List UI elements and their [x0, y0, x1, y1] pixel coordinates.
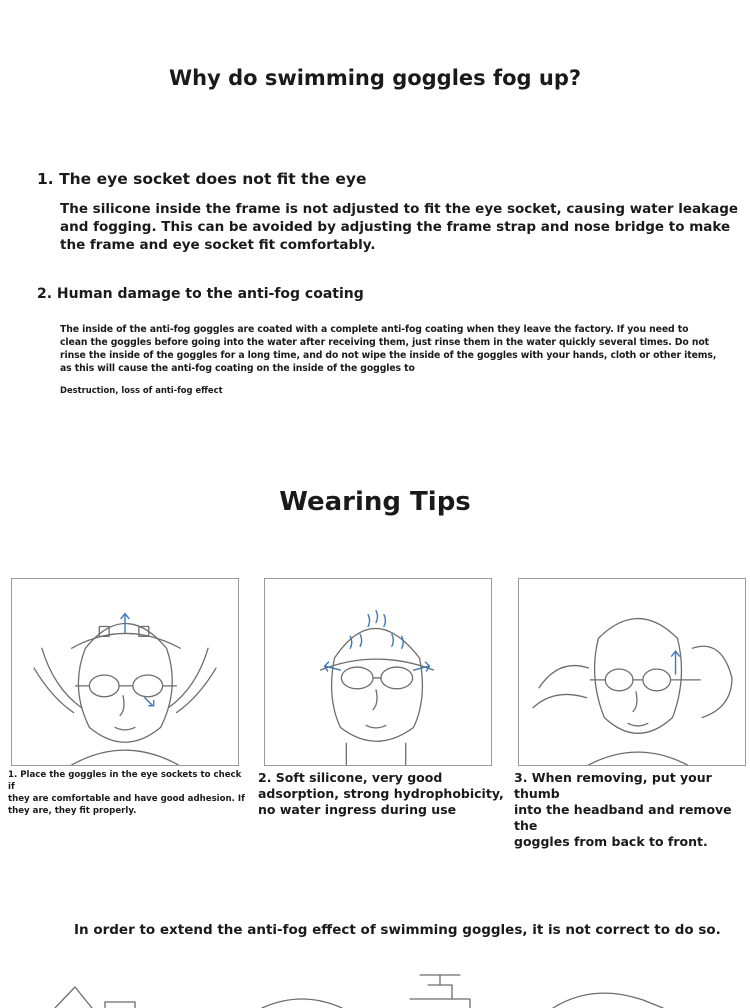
tip2-illustration [264, 578, 492, 766]
cloth-icon [55, 987, 92, 1008]
tip1-caption [8, 769, 248, 817]
tip2-caption-line: 2. Soft silicone, very good [258, 770, 443, 785]
do-not-icons [0, 965, 750, 1008]
section2-title: 2. Human damage to the anti-fog coating [37, 286, 364, 302]
section1-line: The silicone inside the frame is not adjusted to fit the eye socket, causing water leakage [60, 201, 739, 217]
tip2-caption-line: no water ingress during use [258, 802, 457, 817]
section2-line: clean the goggles before going into the water after receiving them, just rinse them in the water quickly several times. Do not [60, 337, 709, 348]
section2-line: rinse the inside of the goggles for a long time, and do not wipe the inside of the goggles with your hands, cloth or other items, [60, 350, 717, 361]
tip1-illustration [11, 578, 239, 766]
goggles-edge-icon [262, 999, 342, 1008]
tip3-caption-line: goggles from back to front. [514, 834, 708, 849]
tip3-caption-line: into the headband and remove the [514, 802, 732, 833]
tip3-caption [514, 770, 746, 850]
section1-line: the frame and eye socket fit comfortably. [60, 237, 376, 253]
goggles-removal-illustration-icon [519, 579, 745, 765]
bottom-note: In order to extend the anti-fog effect of swimming goggles, it is not correct to do so. [74, 922, 721, 938]
section2-note: Destruction, loss of anti-fog effect [60, 385, 223, 395]
section1-title: 1. The eye socket does not fit the eye [37, 170, 367, 188]
tip3-illustration [518, 578, 746, 766]
tip3-caption-line: 3. When removing, put your thumb [514, 770, 712, 801]
hand-icon [553, 993, 663, 1008]
wearing-tips-title: Wearing Tips [279, 487, 471, 517]
section1-line: and fogging. This can be avoided by adjusting the frame strap and nose bridge to make [60, 219, 731, 235]
page-title: Why do swimming goggles fog up? [168, 66, 582, 90]
tip2-caption-line: adsorption, strong hydrophobicity, [258, 786, 504, 801]
section2-body [60, 323, 740, 375]
section1-body [60, 200, 740, 254]
goggles-fitting-illustration-icon [12, 579, 238, 765]
bowl-icon [105, 1002, 135, 1008]
tip1-caption-line: they are, they fit properly. [8, 806, 137, 816]
section2-line: as this will cause the anti-fog coating on the inside of the goggles to [60, 363, 415, 374]
tip1-caption-line: they are comfortable and have good adhesion. If [8, 794, 245, 804]
faucet-icon [410, 975, 470, 1008]
water-arrows-illustration-icon [265, 579, 491, 765]
tip1-caption-line: 1. Place the goggles in the eye sockets to check if [8, 770, 242, 792]
tip2-caption [258, 770, 508, 818]
section2-line: The inside of the anti-fog goggles are coated with a complete anti-fog coating when they leave the factory. If you need to [60, 324, 689, 335]
